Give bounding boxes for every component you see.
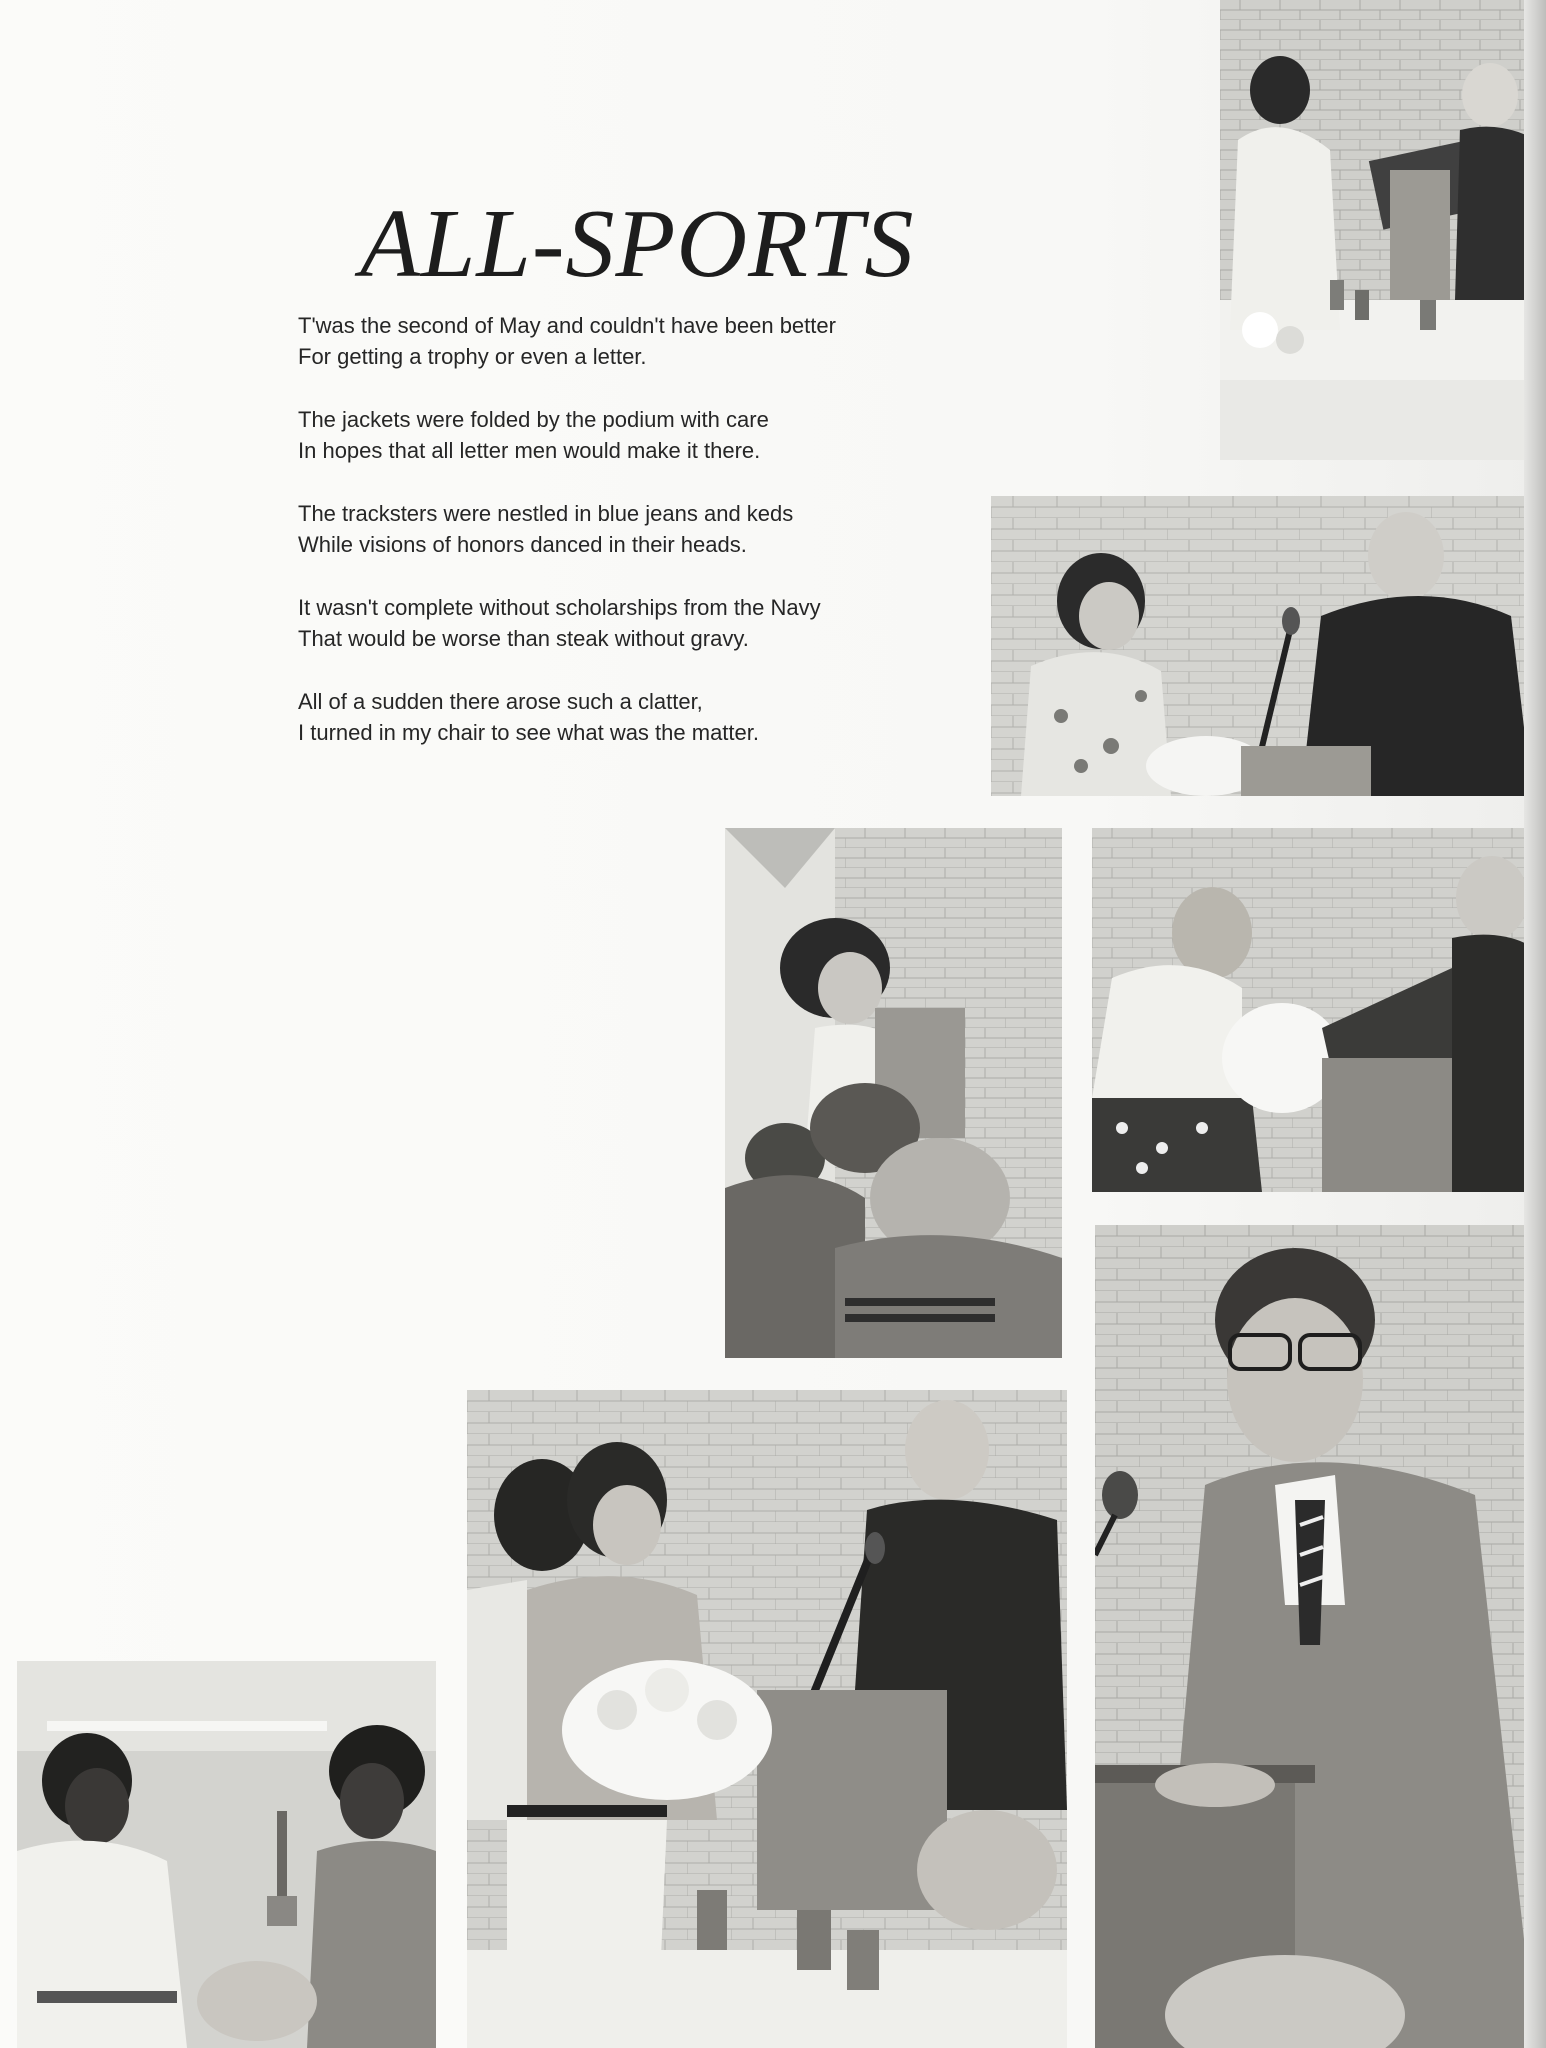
page-title: ALL-SPORTS — [360, 190, 915, 298]
poem-stanza — [298, 686, 978, 748]
poem — [298, 310, 978, 780]
photo-podium-handshake-man — [991, 496, 1532, 796]
poem-stanza — [298, 498, 978, 560]
photo-trophy-handshake-center — [467, 1390, 1067, 2048]
poem-line: The jackets were folded by the podium with care — [298, 407, 769, 432]
poem-line: All of a sudden there arose such a clatter, — [298, 689, 703, 714]
photo-speaker-at-podium — [1095, 1225, 1536, 2048]
poem-line: It wasn't complete without scholarships from the Navy — [298, 595, 821, 620]
poem-line: T'was the second of May and couldn't have been better — [298, 313, 836, 338]
poem-stanza — [298, 592, 978, 654]
poem-line: While visions of honors danced in their heads. — [298, 532, 747, 557]
poem-line: For getting a trophy or even a letter. — [298, 344, 647, 369]
photo-award-plaque-top-right — [1220, 0, 1536, 460]
poem-line: I turned in my chair to see what was the matter. — [298, 720, 759, 745]
photo-girl-receiving-plaque — [1092, 828, 1534, 1192]
poem-stanza — [298, 404, 978, 466]
poem-line: That would be worse than steak without gravy. — [298, 626, 749, 651]
page-binding-edge — [1524, 0, 1546, 2048]
poem-stanza — [298, 310, 978, 372]
poem-line: The tracksters were nestled in blue jeans and keds — [298, 501, 794, 526]
photo-crowd-woman-walking — [725, 828, 1062, 1358]
poem-line: In hopes that all letter men would make it there. — [298, 438, 761, 463]
photo-trophy-handshake-bottom-left — [17, 1661, 436, 2048]
